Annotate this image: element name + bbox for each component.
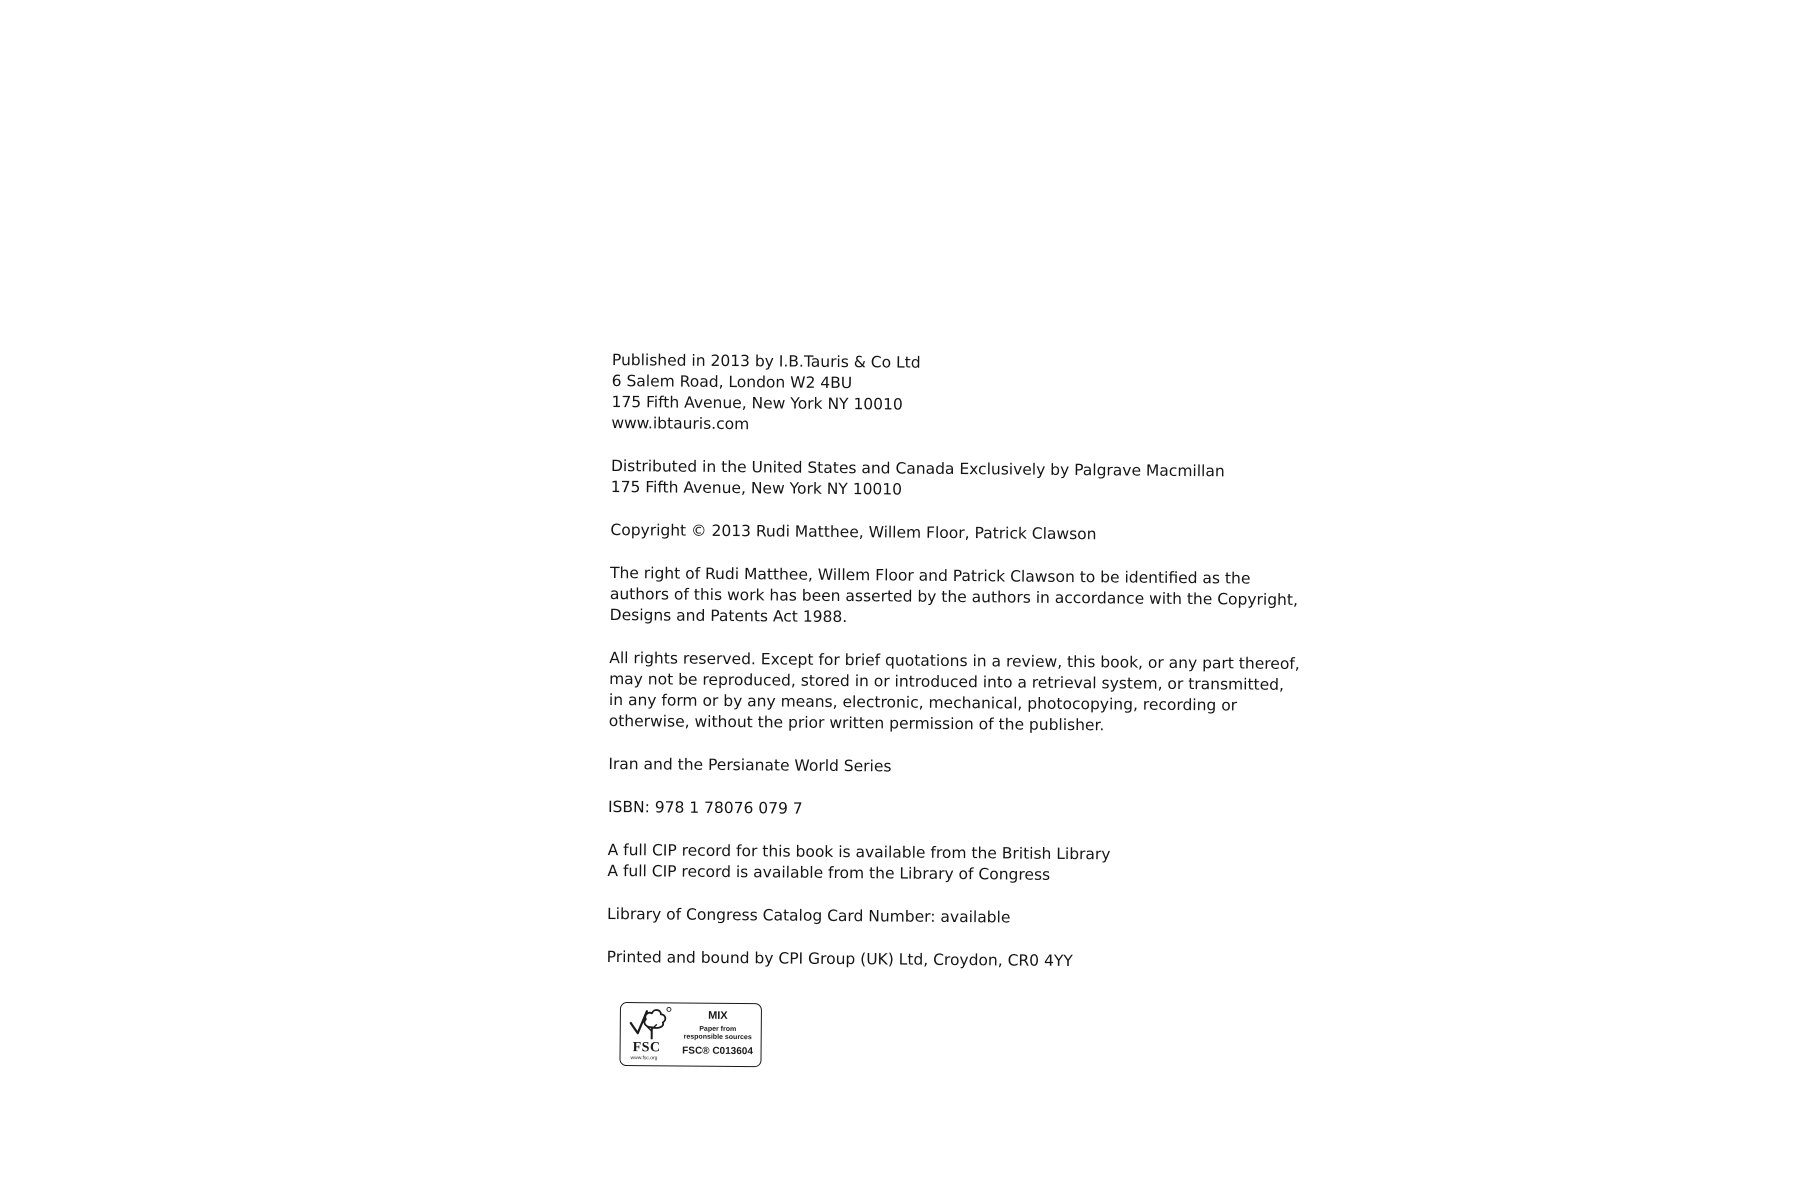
fsc-license-code: FSC® C013604 xyxy=(682,1045,753,1058)
isbn-line: ISBN: 978 1 78076 079 7 xyxy=(607,797,803,818)
rights-reserved-line: in any form or by any means, electronic, mechanical, photocopying, recording or xyxy=(608,690,1238,715)
isbn-block xyxy=(608,797,1268,824)
distribution-line: Distributed in the United States and Canada Exclusively by Palgrave Macmillan xyxy=(610,456,1225,481)
publisher-block xyxy=(611,350,1272,440)
rights-asserted-line: Designs and Patents Act 1988. xyxy=(609,605,848,627)
fsc-logo-mark xyxy=(624,1005,675,1063)
rights-asserted-line: The right of Rudi Matthee, Willem Floor and Patrick Clawson to be identified as the xyxy=(609,563,1251,588)
rights-reserved-line: otherwise, without the prior written permission of the publisher. xyxy=(608,711,1105,735)
fsc-brand-text: FSC xyxy=(632,1040,661,1056)
rights-asserted-block xyxy=(609,563,1299,632)
rights-asserted-line: authors of this work has been asserted by the authors in accordance with the Copyright, xyxy=(609,584,1299,609)
cip-british-library-line: A full CIP record for this book is available from the British Library xyxy=(607,840,1111,864)
fsc-tree-checkmark-icon xyxy=(628,1005,674,1043)
cip-block xyxy=(607,840,1267,888)
fsc-mix-label: MIX xyxy=(708,1009,728,1022)
publisher-line: Published in 2013 by I.B.Tauris & Co Ltd xyxy=(611,350,921,372)
publisher-website: www.ibtauris.com xyxy=(611,413,750,434)
cip-library-of-congress-line: A full CIP record is available from the Library of Congress xyxy=(607,861,1051,884)
copyright-line: Copyright © 2013 Rudi Matthee, Willem Floor, Patrick Clawson xyxy=(610,520,1097,544)
fsc-logo xyxy=(619,1002,762,1067)
rights-reserved-line: may not be reproduced, stored in or introduced into a retrieval system, or transmitted, xyxy=(609,669,1285,694)
series-line: Iran and the Persianate World Series xyxy=(608,754,892,776)
printer-line: Printed and bound by CPI Group (UK) Ltd, Croydon, CR0 4YY xyxy=(606,947,1073,971)
printer-block xyxy=(607,947,1267,974)
series-block xyxy=(608,754,1268,781)
rights-reserved-line: All rights reserved. Except for brief quotations in a review, this book, or any part thereof, xyxy=(609,648,1300,674)
publisher-address-london: 6 Salem Road, London W2 4BU xyxy=(611,371,853,393)
fsc-subtitle-line: Paper from xyxy=(699,1025,737,1034)
fsc-subtitle-line: responsible sources xyxy=(683,1033,752,1042)
distribution-address: 175 Fifth Avenue, New York NY 10010 xyxy=(610,477,903,499)
distribution-block xyxy=(611,456,1271,504)
fsc-website-text: www.fsc.org xyxy=(630,1055,658,1062)
imprint-text xyxy=(606,350,1300,996)
publisher-address-newyork: 175 Fifth Avenue, New York NY 10010 xyxy=(611,392,903,414)
rights-reserved-block xyxy=(608,648,1300,738)
catalog-block xyxy=(607,904,1267,931)
catalog-line: Library of Congress Catalog Card Number: available xyxy=(606,904,1011,927)
copyright-block xyxy=(610,520,1270,547)
fsc-label-panel xyxy=(677,1009,759,1058)
